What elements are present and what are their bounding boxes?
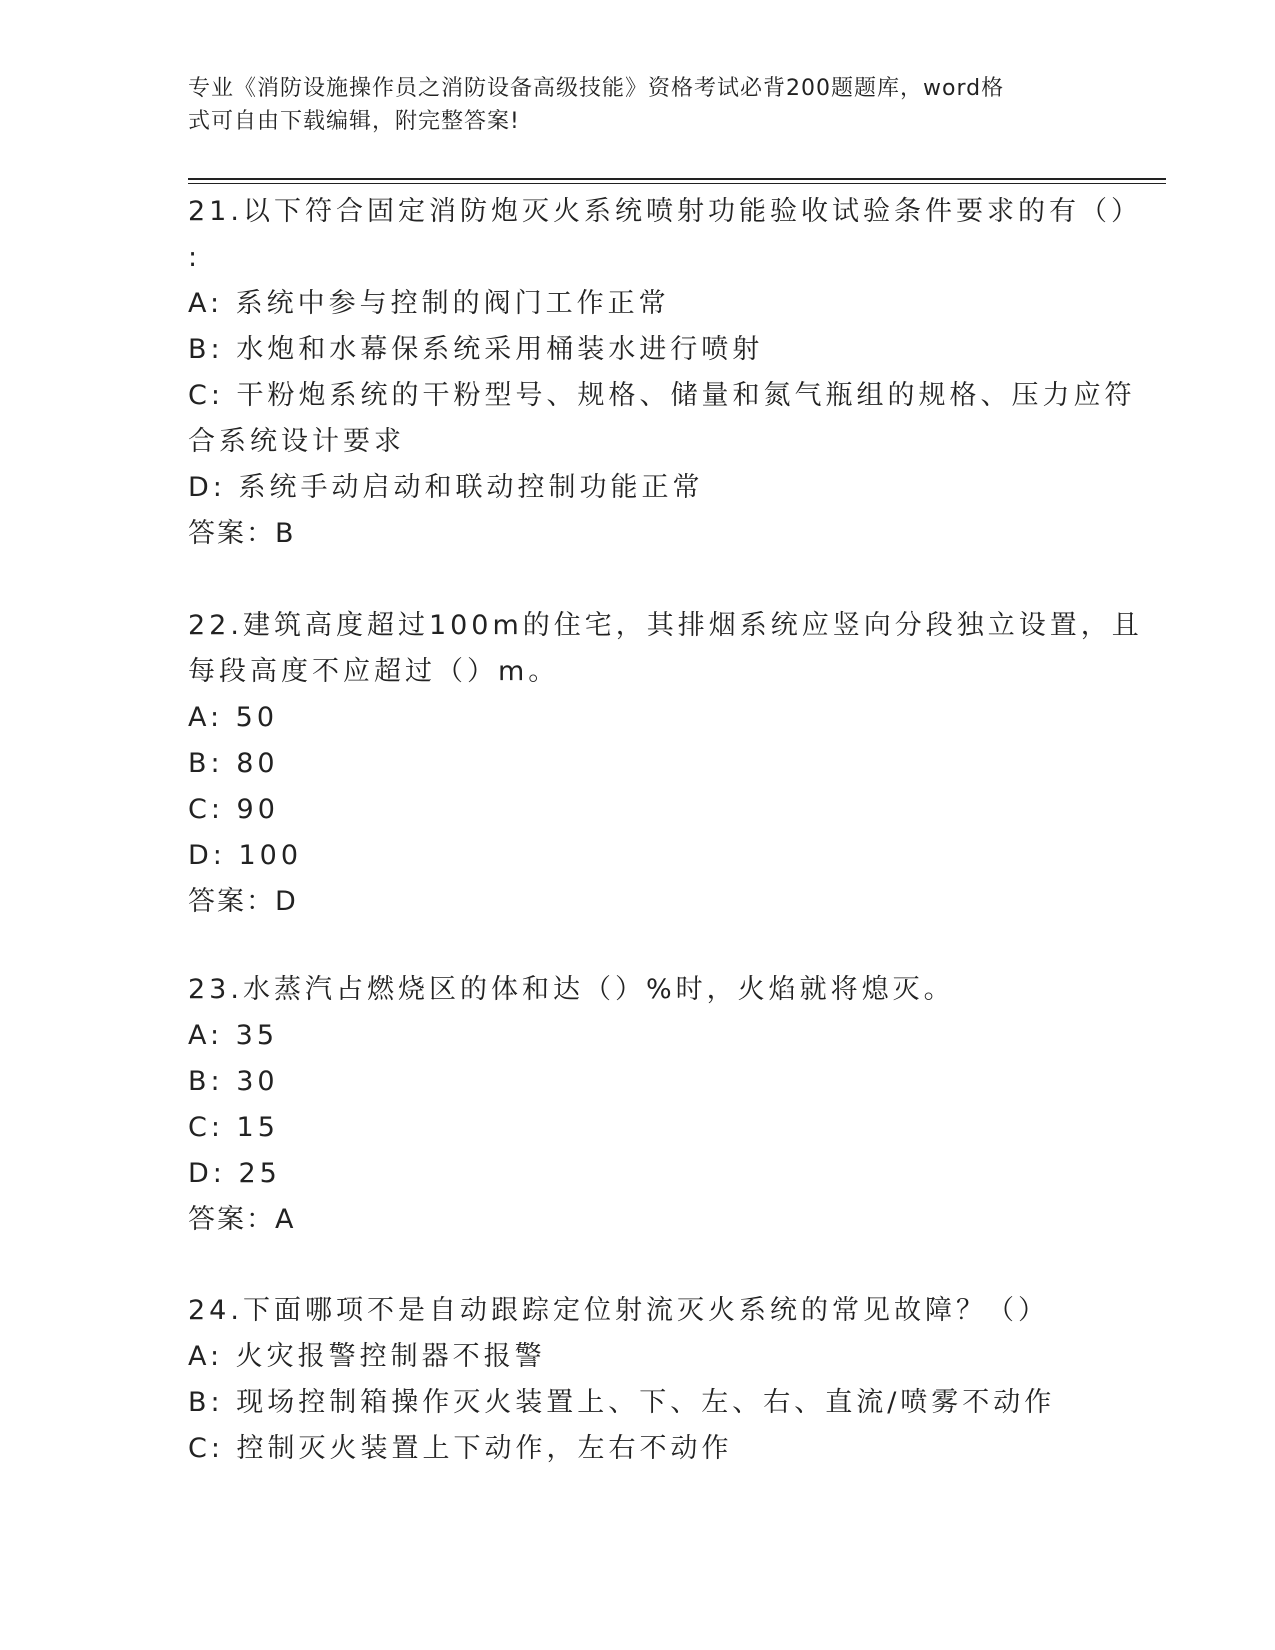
question-21 — [188, 189, 1142, 557]
question-stem-continuation: : — [188, 242, 202, 273]
option-b: B: 水炮和水幕保系统采用桶装水进行喷射 — [188, 334, 764, 365]
header-divider-thick — [188, 178, 1166, 180]
option-c: C: 15 — [188, 1112, 279, 1143]
question-stem-continuation: 每段高度不应超过（）m。 — [188, 656, 560, 687]
option-c-continuation: 合系统设计要求 — [188, 426, 405, 457]
document-header — [188, 72, 1068, 138]
option-a: A: 50 — [188, 702, 279, 733]
answer-label: 答案：D — [188, 886, 298, 917]
question-stem: 22.建筑高度超过100m的住宅，其排烟系统应竖向分段独立设置，且 — [188, 610, 1143, 641]
option-a: A: 系统中参与控制的阀门工作正常 — [188, 288, 670, 319]
question-stem: 23.水蒸汽占燃烧区的体和达（）%时，火焰就将熄灭。 — [188, 974, 955, 1005]
header-line-1: 专业《消防设施操作员之消防设备高级技能》资格考试必背200题题库，word格 — [188, 76, 1005, 101]
answer-label: 答案：B — [188, 518, 296, 549]
question-stem: 24.下面哪项不是自动跟踪定位射流灭火系统的常见故障？（） — [188, 1295, 1049, 1326]
option-d: D: 100 — [188, 840, 303, 871]
question-24 — [188, 1288, 1088, 1472]
header-line-2: 式可自由下载编辑，附完整答案! — [188, 109, 520, 134]
answer-label: 答案：A — [188, 1204, 296, 1235]
option-d: D: 系统手动启动和联动控制功能正常 — [188, 472, 704, 503]
question-23 — [188, 967, 1088, 1243]
option-c: C: 控制灭火装置上下动作，左右不动作 — [188, 1433, 733, 1464]
option-b: B: 30 — [188, 1066, 279, 1097]
option-c: C: 90 — [188, 794, 279, 825]
option-b: B: 现场控制箱操作灭火装置上、下、左、右、直流/喷雾不动作 — [188, 1387, 1056, 1418]
header-divider-thin — [188, 183, 1166, 184]
option-d: D: 25 — [188, 1158, 281, 1189]
option-c: C: 干粉炮系统的干粉型号、规格、储量和氮气瓶组的规格、压力应符 — [188, 380, 1136, 411]
question-stem: 21.以下符合固定消防炮灭火系统喷射功能验收试验条件要求的有（） — [188, 196, 1142, 227]
option-a: A: 35 — [188, 1020, 279, 1051]
option-a: A: 火灾报警控制器不报警 — [188, 1341, 546, 1372]
question-22 — [188, 603, 1143, 925]
option-b: B: 80 — [188, 748, 279, 779]
